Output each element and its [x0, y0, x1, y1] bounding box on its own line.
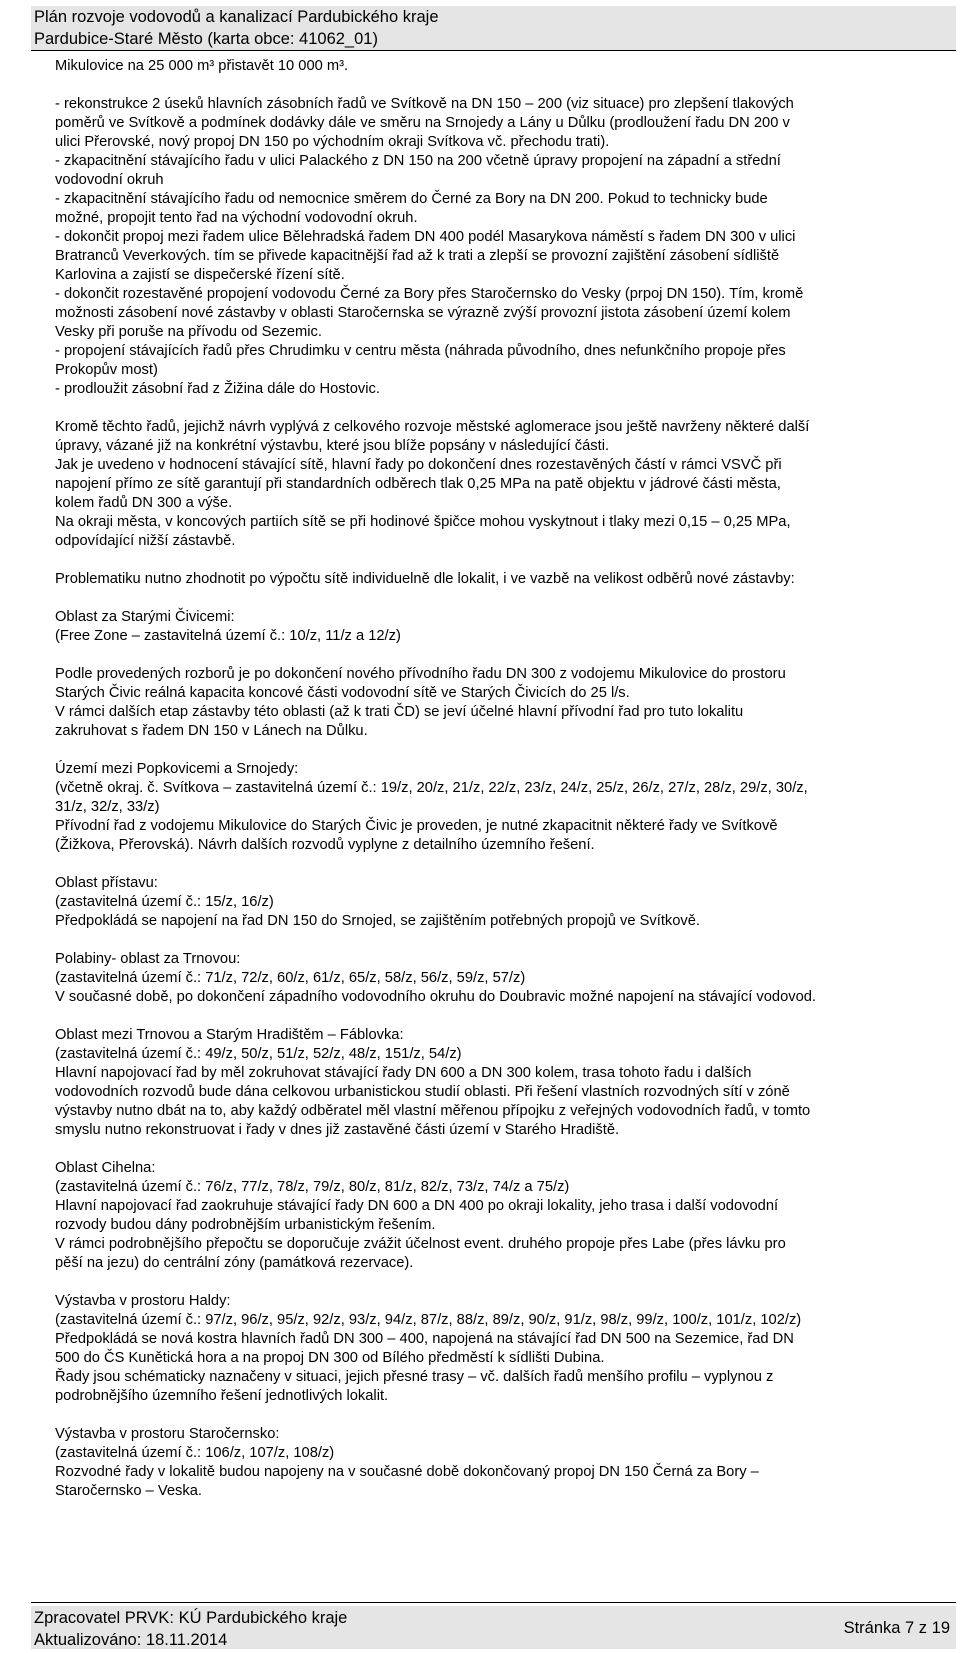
text-line: - propojení stávajících řadů přes Chrudimku v centru města (náhrada původního, dnes nefunkčního propoje přes: [55, 343, 786, 359]
text-line: Předpokládá se napojení na řad DN 150 do Srnojed, se zajištěním potřebných propojů ve Svítkově.: [55, 913, 701, 929]
text-line: Rozvodné řady v lokalitě budou napojeny na v současné době dokončovaný propoj DN 150 Černá za Bory –: [55, 1464, 759, 1480]
text-line: Vesky při poruše na přívodu od Sezemic.: [55, 324, 322, 340]
text-line: 31/z, 32/z, 33/z): [55, 799, 160, 815]
text-line: (zastavitelná území č.: 49/z, 50/z, 51/z, 52/z, 48/z, 151/z, 54/z): [55, 1046, 462, 1062]
text-line: Problematiku nutno zhodnotit po výpočtu sítě individuelně dle lokalit, i ve vazbě na velikost odběrů nové zástavby:: [55, 571, 795, 587]
text-line: V současné době, po dokončení západního vodovodního okruhu do Doubravic možné napojení na stávající vodovod.: [55, 989, 817, 1005]
section-heading: Oblast za Starými Čivicemi:: [55, 609, 235, 625]
section-heading: Oblast přístavu:: [55, 875, 158, 891]
text-line: (včetně okraj. č. Svítkova – zastavitelná území č.: 19/z, 20/z, 21/z, 22/z, 23/z, 24/z, 25/z, 26/z, 27/z, 28/z, 29/z, 30/z,: [55, 780, 808, 796]
text-line: - dokončit rozestavěné propojení vodovodu Černé za Bory přes Staročernsko do Vesky (prpoj DN 150). Tím, kromě: [55, 286, 804, 302]
text-line: 500 do ČS Kunětická hora a na propoj DN 300 od Bílého předměstí k sídlišti Dubina.: [55, 1350, 605, 1366]
text-line: možné, propojit tento řad na východní vodovodní okruh.: [55, 210, 418, 226]
text-line: smyslu nutno rekonstruovat i řady v dnes již zastavěné části území v Starého Hradiště.: [55, 1122, 620, 1138]
text-line: (zastavitelná území č.: 106/z, 107/z, 108/z): [55, 1445, 335, 1461]
text-line: rozvody budou dány podrobnějším urbanistickým řešením.: [55, 1217, 436, 1233]
section-heading: Oblast mezi Trnovou a Starým Hradištěm – Fáblovka:: [55, 1027, 404, 1043]
text-line: - rekonstrukce 2 úseků hlavních zásobních řadů ve Svítkově na DN 150 – 200 (viz situace) pro zlepšení tlakových: [55, 96, 794, 112]
text-line: ulici Přerovské, nový propoj DN 150 po východním okraji Svítkova vč. přechodu trati).: [55, 134, 610, 150]
section-heading: Výstavba v prostoru Haldy:: [55, 1293, 231, 1309]
text-line: Prokopův most): [55, 362, 158, 378]
footer-updated: Aktualizováno: 18.11.2014: [34, 1631, 228, 1649]
page-header: [31, 6, 956, 50]
text-line: (zastavitelná území č.: 97/z, 96/z, 95/z, 92/z, 93/z, 94/z, 87/z, 88/z, 89/z, 90/z, 91/z, 98/z, 99/z, 100/z, 101/z, 102/z): [55, 1312, 802, 1328]
text-line: Staročernsko – Veska.: [55, 1483, 202, 1499]
text-line: podrobnějšího územního řešení jednotlivých lokalit.: [55, 1388, 389, 1404]
text-line: zakruhovat s řadem DN 150 v Lánech na Důlku.: [55, 723, 368, 739]
text-line: Bratranců Veverkových. tím se přivede kapacitnější řad až k trati a zlepší se provozní zajištění zásobení sídliště: [55, 248, 780, 264]
text-line: kolem řadů DN 300 a výše.: [55, 495, 233, 511]
header-title: Plán rozvoje vodovodů a kanalizací Pardubického kraje: [34, 8, 439, 26]
footer-page-number: Stránka 7 z 19: [843, 1619, 950, 1637]
text-line: - zkapacitnění stávajícího řadu v ulici Palackého z DN 150 na 200 včetně úpravy propojení na západní a střední: [55, 153, 781, 169]
text-line: vodovodní okruh: [55, 172, 164, 188]
header-subtitle: Pardubice-Staré Město (karta obce: 41062_01): [34, 30, 378, 48]
text-line: (zastavitelná území č.: 76/z, 77/z, 78/z, 79/z, 80/z, 81/z, 82/z, 73/z, 74/z a 75/z): [55, 1179, 570, 1195]
text-line: Mikulovice na 25 000 m³ přistavět 10 000 m³.: [55, 58, 349, 74]
text-line: výstavby nutno dbát na to, aby každý odběratel měl vlastní měřenou přípojku z veřejných vodovodních řadů, v tomto: [55, 1103, 811, 1119]
text-line: Kromě těchto řadů, jejichž návrh vyplývá z celkového rozvoje městské aglomerace jsou ještě navrženy některé další: [55, 419, 810, 435]
header-rule: [31, 50, 956, 51]
text-line: Na okraji města, v koncových partiích sítě se při hodinové špičce mohou vyskytnout i tlaky mezi 0,15 – 0,25 MPa,: [55, 514, 791, 530]
text-line: Starých Čivic reálná kapacita koncové části vodovodní sítě ve Starých Čivicích do 25 l/s.: [55, 685, 630, 701]
text-line: (Free Zone – zastavitelná území č.: 10/z, 11/z a 12/z): [55, 628, 401, 644]
text-line: možnosti zásobení nové zástavby v oblasti Staročernska se výrazně zvýší provozní jistota zásobení území kolem: [55, 305, 791, 321]
text-line: - dokončit propoj mezi řadem ulice Bělehradská řadem DN 400 podél Masarykova náměstí s řadem DN 300 v ulici: [55, 229, 796, 245]
text-line: odpovídající nižší zástavbě.: [55, 533, 236, 549]
text-line: (zastavitelná území č.: 71/z, 72/z, 60/z, 61/z, 65/z, 58/z, 56/z, 59/z, 57/z): [55, 970, 526, 986]
text-line: - prodloužit zásobní řad z Žižina dále do Hostovic.: [55, 381, 380, 397]
text-line: Předpokládá se nová kostra hlavních řadů DN 300 – 400, napojená na stávající řad DN 500 na Sezemice, řad DN: [55, 1331, 794, 1347]
text-line: V rámci podrobnějšího přepočtu se doporučuje zvážit účelnost event. druhého propoje přes Labe (přes lávku pro: [55, 1236, 786, 1252]
section-heading: Území mezi Popkovicemi a Srnojedy:: [55, 761, 299, 777]
text-line: Řady jsou schématicky naznačeny v situaci, jejich přesné trasy – vč. dalších řadů menšího profilu – vyplynou z: [55, 1369, 774, 1385]
text-line: Hlavní napojovací řad by měl zokruhovat stávající řady DN 600 a DN 300 kolem, trasa tohoto řadu i dalších: [55, 1065, 752, 1081]
text-line: Hlavní napojovací řad zaokruhuje stávající řady DN 600 a DN 400 po okraji lokality, jeho trasa i další vodovodní: [55, 1198, 779, 1214]
text-line: (zastavitelná území č.: 15/z, 16/z): [55, 894, 274, 910]
section-heading: Výstavba v prostoru Staročernsko:: [55, 1426, 280, 1442]
section-heading: Oblast Cihelna:: [55, 1160, 156, 1176]
text-line: - zkapacitnění stávajícího řadu od nemocnice směrem do Černé za Bory na DN 200. Pokud to technicky bude: [55, 191, 768, 207]
section-heading: Polabiny- oblast za Trnovou:: [55, 951, 241, 967]
text-line: úpravy, vázané již na konkrétní výstavbu, které jsou blíže popsány v následující části.: [55, 438, 610, 454]
text-line: Přívodní řad z vodojemu Mikulovice do Starých Čivic je proveden, je nutné zkapacitnit některé řady ve Svítkově: [55, 818, 778, 834]
text-line: Podle provedených rozborů je po dokončení nového přívodního řadu DN 300 z vodojemu Mikulovice do prostoru: [55, 666, 786, 682]
text-line: (Žižkova, Přerovská). Návrh dalších rozvodů vyplyne z detailního územního řešení.: [55, 837, 595, 853]
text-line: Karlovina a zajistí se dispečerské řízení sítě.: [55, 267, 345, 283]
text-line: poměrů ve Svítkově a podmínek dodávky dále ve směru na Srnojedy a Lány u Důlku (prodloužení řadu DN 200 v: [55, 115, 790, 131]
footer-author: Zpracovatel PRVK: KÚ Pardubického kraje: [34, 1609, 348, 1627]
text-line: pěší na jezu) do centrální zóny (památková rezervace).: [55, 1255, 414, 1271]
text-line: V rámci dalších etap zástavby této oblasti (až k trati ČD) se jeví účelné hlavní přívodní řad pro tuto lokalitu: [55, 704, 744, 720]
footer-rule: [31, 1602, 956, 1603]
text-line: napojení přímo ze sítě garantují při standardních odběrech tlak 0,25 MPa na patě objektu v jádrové části města,: [55, 476, 781, 492]
text-line: Jak je uvedeno v hodnocení stávající sítě, hlavní řady po dokončení dnes rozestavěných částí v rámci VSVČ při: [55, 457, 782, 473]
text-line: vodovodních rozvodů bude dána celkovou urbanistickou studií oblasti. Při řešení vlastních rozvodných sítí v zóně: [55, 1084, 790, 1100]
